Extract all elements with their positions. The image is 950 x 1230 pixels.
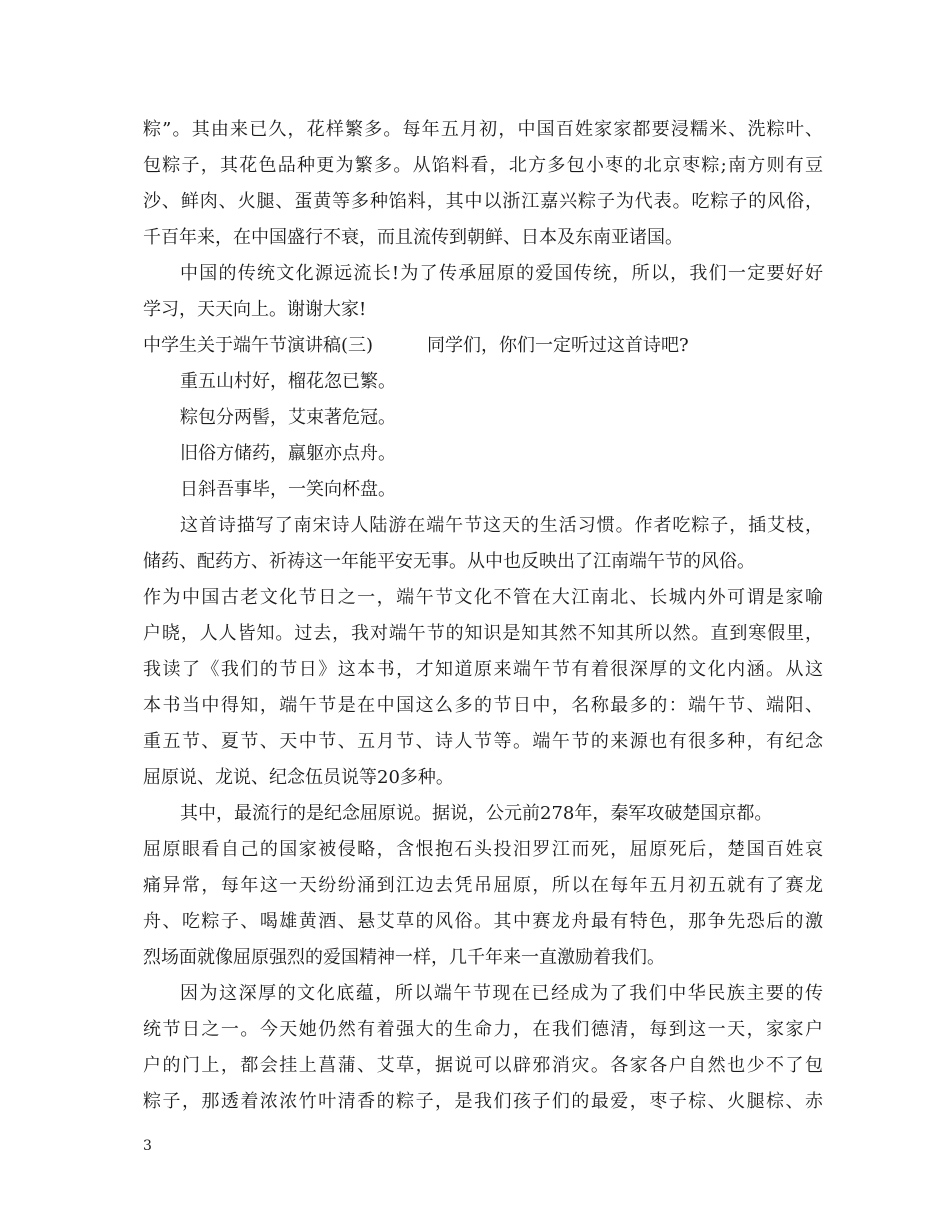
- page-number: 3: [143, 1138, 152, 1154]
- text-line: 重五节、夏节、天中节、五月节、诗人节等。端午节的来源也有很多种，有纪念: [143, 731, 823, 752]
- text-line: 我读了《我们的节日》这本书，才知道原来端午节有着很深厚的文化内涵。从这: [143, 659, 823, 680]
- text-line: 包粽子，其花色品种更为繁多。从馅料看，北方多包小枣的北京枣粽;南方则有豆: [143, 155, 823, 176]
- text-line: 旧俗方储药，羸躯亦点舟。: [180, 443, 396, 464]
- text-line: 本书当中得知，端午节是在中国这么多的节日中，名称最多的：端午节、端阳、: [143, 695, 823, 716]
- text-line: 学习，天天向上。谢谢大家!: [143, 299, 367, 320]
- text-line: 屈原说、龙说、纪念伍员说等20多种。: [143, 767, 454, 788]
- text-line: 粽子，那透着浓浓竹叶清香的粽子，是我们孩子们的最爱，枣子棕、火腿棕、赤: [143, 1091, 823, 1112]
- text-line: 储药、配药方、祈祷这一年能平安无事。从中也反映出了江南端午节的风俗。: [143, 551, 755, 572]
- text-line: 重五山村好，榴花忽已繁。: [180, 371, 396, 392]
- text-line: 粽”。其由来已久，花样繁多。每年五月初，中国百姓家家都要浸糯米、洗粽叶、: [143, 119, 823, 140]
- text-line: 粽包分两髻，艾束著危冠。: [180, 407, 396, 428]
- text-line: 沙、鲜肉、火腿、蛋黄等多种馅料，其中以浙江嘉兴粽子为代表。吃粽子的风俗，: [143, 191, 823, 212]
- text-line: 这首诗描写了南宋诗人陆游在端午节这天的生活习惯。作者吃粽子，插艾枝，: [180, 515, 823, 536]
- text-line: 痛异常，每年这一天纷纷涌到江边去凭吊屈原，所以在每年五月初五就有了赛龙: [143, 875, 823, 896]
- text-line: 屈原眼看自己的国家被侵略，含恨抱石头投汨罗江而死，屈原死后，楚国百姓哀: [143, 839, 823, 860]
- text-line: 户的门上，都会挂上菖蒲、艾草，据说可以辟邪消灾。各家各户自然也少不了包: [143, 1055, 823, 1076]
- text-line: 作为中国古老文化节日之一，端午节文化不管在大江南北、长城内外可谓是家喻: [143, 587, 823, 608]
- text-line: 千百年来，在中国盛行不衰，而且流传到朝鲜、日本及东南亚诸国。: [143, 227, 683, 248]
- text-line: 中国的传统文化源远流长!为了传承屈原的爱国传统，所以，我们一定要好好: [180, 263, 823, 284]
- text-line: 户晓，人人皆知。过去，我对端午节的知识是知其然不知其所以然。直到寒假里，: [143, 623, 823, 644]
- text-line: 烈场面就像屈原强烈的爱国精神一样，几千年来一直激励着我们。: [143, 947, 665, 968]
- text-line: 中学生关于端午节演讲稿(三) 同学们，你们一定听过这首诗吧?: [143, 335, 689, 356]
- text-line: 日斜吾事毕，一笑向杯盘。: [180, 479, 396, 500]
- text-line: 因为这深厚的文化底蕴，所以端午节现在已经成为了我们中华民族主要的传: [180, 983, 823, 1004]
- text-line: 其中，最流行的是纪念屈原说。据说，公元前278年，秦军攻破楚国京都。: [180, 803, 773, 824]
- body-text: [143, 112, 823, 1120]
- text-line: 统节日之一。今天她仍然有着强大的生命力，在我们德清，每到这一天，家家户: [143, 1019, 823, 1040]
- text-line: 舟、吃粽子、喝雄黄酒、悬艾草的风俗。其中赛龙舟最有特色，那争先恐后的激: [143, 911, 823, 932]
